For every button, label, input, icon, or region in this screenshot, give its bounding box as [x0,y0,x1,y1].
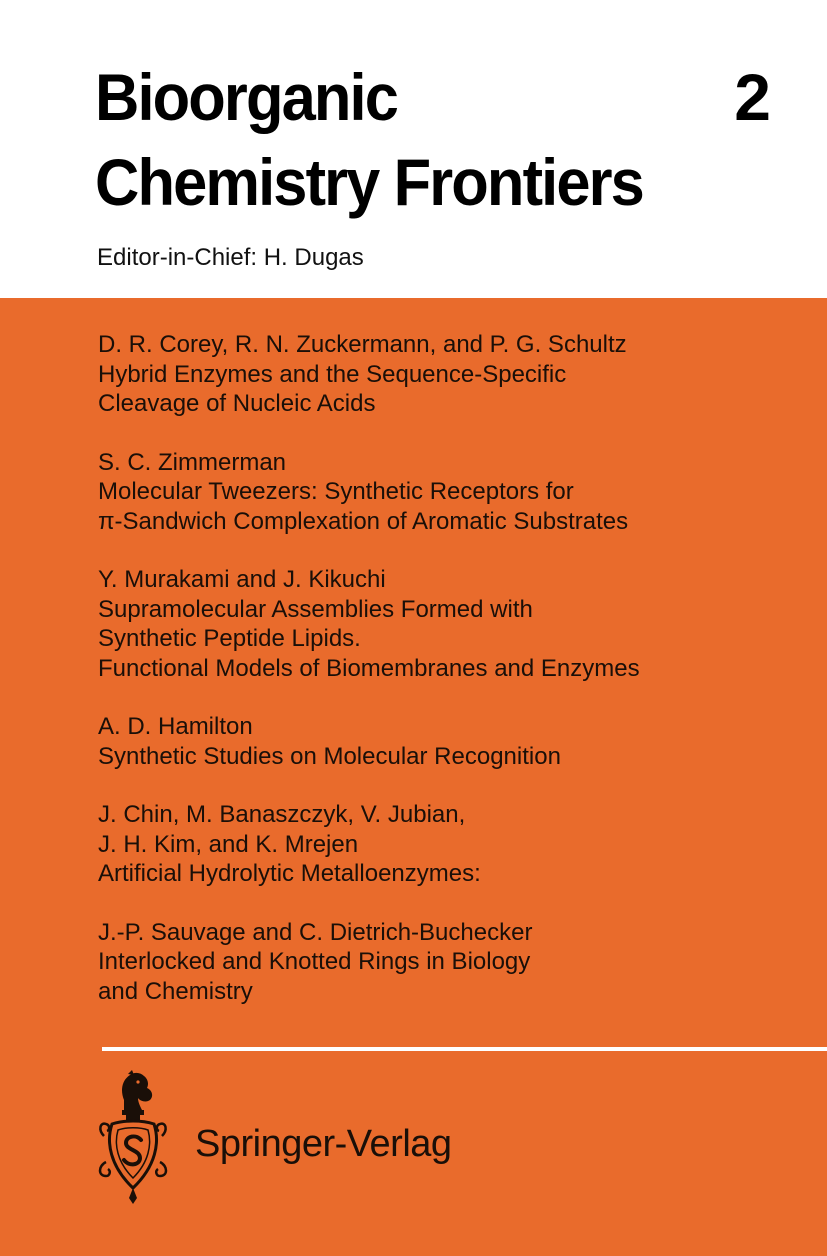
entry-title-line: Supramolecular Assemblies Formed with [98,595,533,623]
entry-authors: J.-P. Sauvage and C. Dietrich-Buchecker [98,918,533,946]
contents-entry [98,330,798,419]
entry-title-line: π-Sandwich Complexation of Aromatic Substrates [98,507,629,535]
entry-authors: J. Chin, M. Banaszczyk, V. Jubian, [98,801,466,828]
cover-header [0,0,827,298]
contents-entry [98,448,798,537]
contents-entry [98,918,798,1007]
entry-authors: D. R. Corey, R. N. Zuckermann, and P. G. Schultz [98,331,627,358]
contents-entry [98,565,798,683]
entry-authors: S. C. Zimmerman [98,448,287,476]
volume-number: 2 [734,60,771,134]
entry-title-line: Molecular Tweezers: Synthetic Receptors for [98,478,574,505]
publisher-name: Springer-Verlag [195,1123,452,1165]
entry-title-line: and Chemistry [98,977,253,1005]
entry-title-line: Cleavage of Nucleic Acids [98,390,376,417]
contents-entry [98,800,798,889]
entry-title-line: Functional Models of Biomembranes and Enzymes [98,654,640,682]
entry-title-line: Synthetic Peptide Lipids. [98,625,361,652]
springer-knight-logo-icon [94,1070,172,1204]
contents-entry [98,712,798,771]
book-title-line-1: Bioorganic [95,60,397,134]
entry-authors: A. D. Hamilton [98,713,253,740]
contents-list [98,330,798,1035]
editor-in-chief: Editor-in-Chief: H. Dugas [97,244,364,271]
entry-title-line: Synthetic Studies on Molecular Recognition [98,742,561,770]
entry-authors: Y. Murakami and J. Kikuchi [98,566,386,593]
entry-authors: J. H. Kim, and K. Mrejen [98,830,359,858]
entry-title-line: Interlocked and Knotted Rings in Biology [98,948,531,975]
entry-title-line: Hybrid Enzymes and the Sequence-Specific [98,360,567,388]
divider-rule [102,1047,827,1051]
book-title-line-2: Chemistry Frontiers [95,145,643,219]
entry-title-line: Artificial Hydrolytic Metalloenzymes: [98,860,481,887]
